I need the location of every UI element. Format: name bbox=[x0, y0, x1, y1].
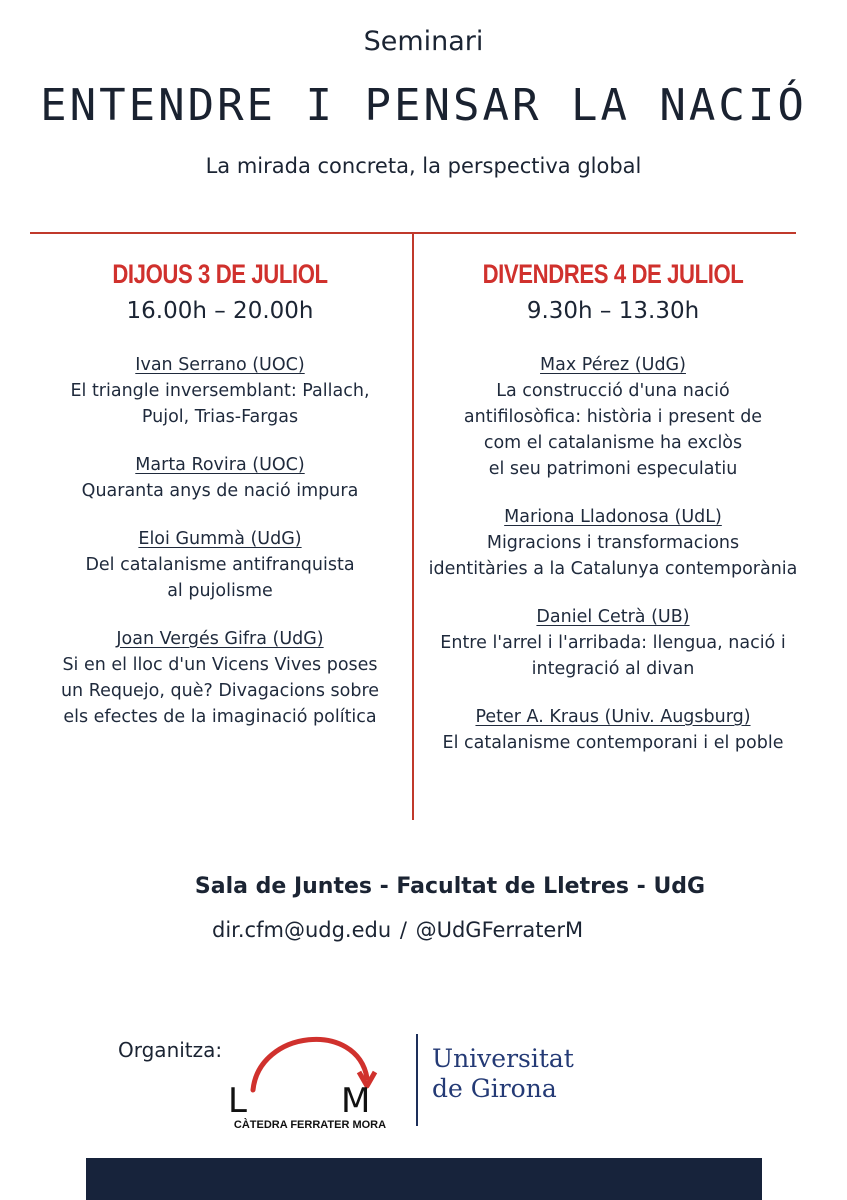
day-label: DIJOUS 3 DE JULIOL bbox=[112, 259, 328, 289]
page-title: ENTENDRE I PENSAR LA NACIÓ bbox=[40, 80, 807, 131]
talk-title: El triangle inversemblant: Pallach, Pujol, Trias-Fargas bbox=[70, 381, 370, 427]
talk-item bbox=[60, 526, 380, 604]
talk-item bbox=[428, 704, 798, 756]
talk-title: Entre l'arrel i l'arribada: llengua, nació i integració al divan bbox=[440, 633, 786, 679]
time-range: 9.30h – 13.30h bbox=[526, 298, 700, 324]
talk-title: Del catalanisme antifranquista al pujolisme bbox=[85, 555, 355, 601]
venue: Sala de Juntes - Facultat de Lletres - UdG bbox=[194, 874, 706, 899]
talk-item bbox=[60, 452, 380, 504]
day-column-friday bbox=[428, 248, 798, 778]
day-label: DIVENDRES 4 DE JULIOL bbox=[482, 259, 744, 289]
logo-caption: CÀTEDRA FERRATER MORA bbox=[233, 1119, 387, 1131]
speaker-name: Max Pérez (UdG) bbox=[540, 355, 686, 375]
talk-title: El catalanisme contemporani i el poble bbox=[442, 733, 784, 753]
talk-item bbox=[428, 352, 798, 482]
udg-logo-line2: de Girona bbox=[432, 1074, 557, 1103]
speaker-name: Daniel Cetrà (UB) bbox=[536, 607, 690, 627]
contact-handle[interactable]: @UdGFerraterM bbox=[415, 918, 584, 942]
speaker-name: Joan Vergés Gifra (UdG) bbox=[116, 629, 324, 649]
talk-item bbox=[60, 626, 380, 730]
talk-item bbox=[428, 604, 798, 682]
contact-email[interactable]: dir.cfm@udg.edu bbox=[212, 918, 392, 942]
time-range: 16.00h – 20.00h bbox=[126, 298, 314, 324]
speaker-name: Eloi Gummà (UdG) bbox=[138, 529, 302, 549]
speaker-name: Peter A. Kraus (Univ. Augsburg) bbox=[475, 707, 751, 727]
logo-letter-l: L bbox=[228, 1081, 247, 1121]
universitat-de-girona-logo bbox=[432, 1044, 574, 1104]
catedra-ferrater-mora-logo bbox=[225, 1026, 395, 1134]
speaker-name: Ivan Serrano (UOC) bbox=[135, 355, 305, 375]
talk-item bbox=[60, 352, 380, 430]
logo-divider bbox=[416, 1034, 418, 1126]
talk-title: Si en el lloc d'un Vicens Vives poses un Requejo, què? Divagacions sobre els efectes de la imaginació política bbox=[60, 655, 380, 727]
contact-line bbox=[212, 918, 583, 942]
contact-separator: / bbox=[399, 918, 407, 942]
speaker-name: Mariona Lladonosa (UdL) bbox=[504, 507, 722, 527]
talk-title: La construcció d'una nació antifilosòfica: història i present de com el catalanisme ha exclòs el seu patrimoni especulatiu bbox=[463, 381, 763, 479]
vertical-divider bbox=[412, 232, 414, 820]
day-column-thursday bbox=[60, 248, 380, 752]
organizer-label: Organitza: bbox=[118, 1038, 223, 1062]
talk-item bbox=[428, 504, 798, 582]
udg-logo-line1: Universitat bbox=[432, 1044, 574, 1073]
kicker-seminari: Seminari bbox=[363, 26, 484, 57]
footer-bar bbox=[86, 1158, 762, 1200]
logo-letter-m: M bbox=[341, 1081, 371, 1121]
talk-title: Quaranta anys de nació impura bbox=[81, 481, 359, 501]
talk-title: Migracions i transformacions identitàries a la Catalunya contemporània bbox=[428, 533, 798, 579]
subtitle: La mirada concreta, la perspectiva global bbox=[205, 154, 642, 178]
speaker-name: Marta Rovira (UOC) bbox=[135, 455, 305, 475]
